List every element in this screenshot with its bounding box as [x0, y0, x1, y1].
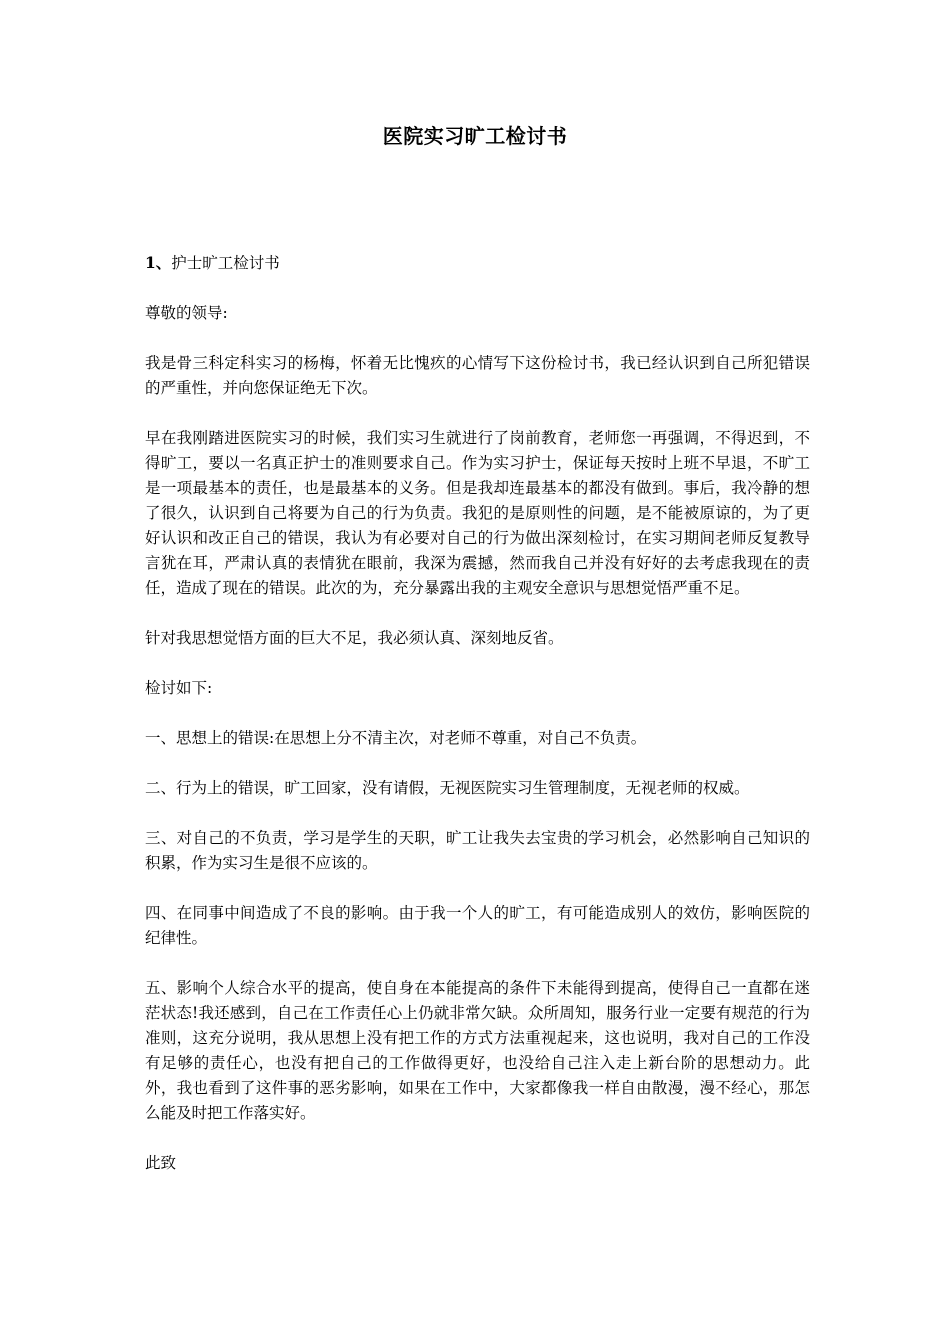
section-heading [145, 250, 810, 276]
salutation: 尊敬的领导: [145, 304, 228, 322]
paragraph-intro: 我是骨三科定科实习的杨梅，怀着无比愧疚的心情写下这份检讨书，我已经认识到自己所犯错误的严重性，并向您保证绝无下次。 [145, 354, 810, 397]
paragraph-reflection: 针对我思想觉悟方面的巨大不足，我必须认真、深刻地反省。 [145, 629, 564, 647]
paragraph-review-heading: 检讨如下: [145, 679, 213, 697]
section-number: 1、 [145, 253, 172, 272]
paragraph-point-1: 一、思想上的错误:在思想上分不清主次，对老师不尊重，对自己不负责。 [145, 729, 647, 747]
paragraph-point-2: 二、行为上的错误，旷工回家，没有请假，无视医院实习生管理制度，无视老师的权威。 [145, 779, 750, 797]
paragraph-point-5: 五、影响个人综合水平的提高，使自身在本能提高的条件下未能得到提高，使得自己一直都在迷茫状态!我还感到，自己在工作责任心上仍就非常欠缺。众所周知，服务行业一定要有规范的行为准则，这充分说明，我从思想上没有把工作的方式方法重视起来，这也说明，我对自己的工作没有足够的责任心，也没有把自己的工作做得更好，也没给自己注入走上新台阶的思想动力。此外，我也看到了这件事的恶劣影响，如果在工作中，大家都像我一样自由散漫，漫不经心，那怎么能及时把工作落实好。 [145, 979, 810, 1122]
paragraph-point-3: 三、对自己的不负责，学习是学生的天职，旷工让我失去宝贵的学习机会，必然影响自己知识的积累，作为实习生是很不应该的。 [145, 829, 810, 872]
section-title: 护士旷工检讨书 [171, 254, 280, 272]
document-body [145, 250, 810, 1201]
paragraph-point-4: 四、在同事中间造成了不良的影响。由于我一个人的旷工，有可能造成别人的效仿，影响医院的纪律性。 [145, 904, 810, 947]
document-title: 医院实习旷工检讨书 [382, 124, 568, 148]
paragraph-background: 早在我刚踏进医院实习的时候，我们实习生就进行了岗前教育，老师您一再强调，不得迟到，不得旷工，要以一名真正护士的准则要求自己。作为实习护士，保证每天按时上班不早退，不旷工是一项最基本的责任，也是最基本的义务。但是我却连最基本的都没有做到。事后，我冷静的想了很久，认识到自己将要为自己的行为负责。我犯的是原则性的问题，是不能被原谅的，为了更好认识和改正自己的错误，我认为有必要对自己的行为做出深刻检讨，在实习期间老师反复教导言犹在耳，严肃认真的表情犹在眼前，我深为震撼，然而我自己并没有好好的去考虑我现在的责任，造成了现在的错误。此次的为，充分暴露出我的主观安全意识与思想觉悟严重不足。 [145, 429, 810, 597]
paragraph-closing: 此致 [145, 1154, 177, 1172]
